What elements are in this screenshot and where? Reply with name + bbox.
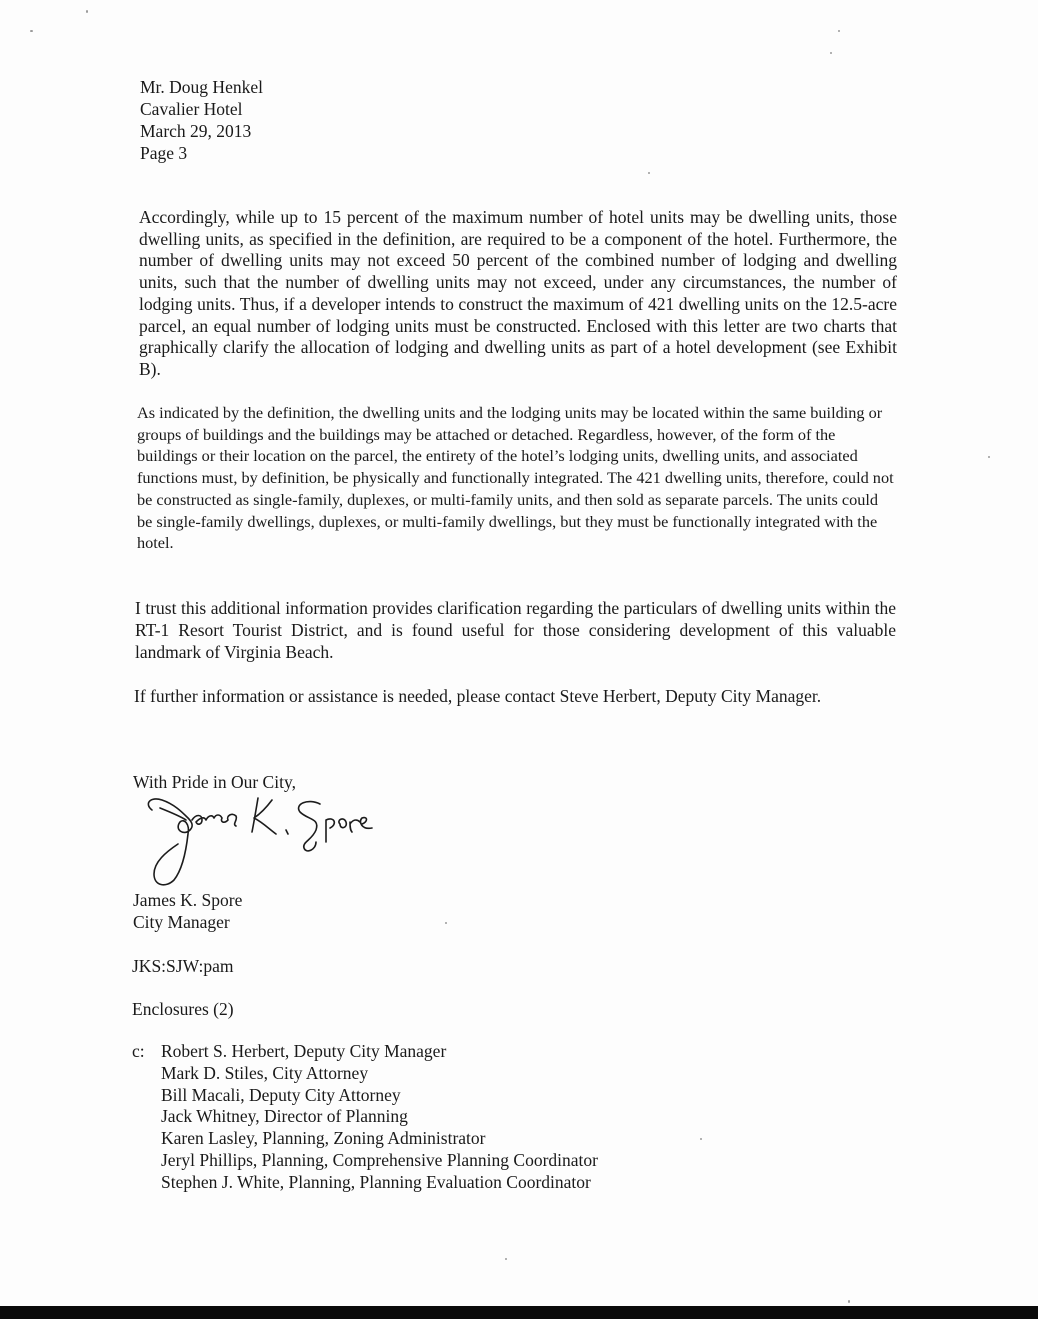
- bottom-scan-border: [0, 1306, 1038, 1319]
- paragraph-contact: If further information or assistance is needed, please contact Steve Herbert, Deputy City Manager.: [134, 686, 822, 706]
- scan-speck: [30, 30, 33, 32]
- cc-recipient: Karen Lasley, Planning, Zoning Administrator: [161, 1128, 486, 1149]
- cc-recipient: Stephen J. White, Planning, Planning Evaluation Coordinator: [161, 1171, 591, 1192]
- page-number: Page 3: [140, 143, 188, 163]
- scan-speck: [988, 456, 990, 458]
- cc-block: [132, 1041, 598, 1194]
- cc-label: c:: [132, 1041, 145, 1061]
- scan-speck: [445, 922, 447, 924]
- signer-block: [133, 889, 242, 933]
- paragraph-integration: As indicated by the definition, the dwelling units and the lodging units may be located within the same building or groups of buildings and the buildings may be attached or detached. Regardless, however, of the form of the buildings or their location on the parcel, the entirety of the hotel’s lodging units, dwelling units, and associated functions must, by definition, be physically and functionally integrated. The 421 dwelling units, therefore, could not be constructed as single-family, duplexes, or multi-family units, and then sold as separate parcels. The units could be single-family dwellings, duplexes, or multi-family dwellings, but they must be functionally integrated with the hotel.: [137, 403, 894, 553]
- closing-line: With Pride in Our City,: [133, 772, 296, 792]
- enclosures-note: Enclosures (2): [132, 999, 234, 1019]
- signer-name: James K. Spore: [133, 890, 243, 910]
- scan-speck: [505, 1258, 507, 1260]
- scan-speck: [86, 10, 88, 13]
- cc-recipient: Jeryl Phillips, Planning, Comprehensive Planning Coordinator: [161, 1149, 598, 1170]
- reference-initials: JKS:SJW:pam: [132, 956, 234, 976]
- cc-recipient: Mark D. Stiles, City Attorney: [161, 1062, 369, 1083]
- recipient-name: Mr. Doug Henkel: [140, 77, 263, 97]
- recipient-organization: Cavalier Hotel: [140, 99, 243, 119]
- scan-speck: [848, 1300, 850, 1303]
- letter-date: March 29, 2013: [140, 121, 252, 141]
- cc-recipient: Jack Whitney, Director of Planning: [161, 1106, 408, 1127]
- cc-list: [161, 1041, 598, 1194]
- cc-recipient: Bill Macali, Deputy City Attorney: [161, 1084, 401, 1105]
- scan-speck: [838, 30, 840, 32]
- scan-speck: [700, 1138, 702, 1140]
- signer-title: City Manager: [133, 912, 230, 932]
- scan-speck: [830, 52, 832, 54]
- scan-speck: [648, 172, 650, 174]
- letter-header: [140, 76, 263, 164]
- cc-recipient: Robert S. Herbert, Deputy City Manager: [161, 1041, 447, 1061]
- paragraph-dwelling-units-limit: Accordingly, while up to 15 percent of the maximum number of hotel units may be dwelling units, those dwelling units, as specified in the definition, are required to be a component of the hotel. Furthermore, the number of dwelling units may not exceed 50 percent of the combined number of lodging and dwelling units, such that the number of dwelling units may not exceed, under any circumstances, the number of lodging units. Thus, if a developer intends to construct the maximum of 421 dwelling units on the 12.5-acre parcel, an equal number of lodging units must be constructed. Enclosed with this letter are two charts that graphically clarify the allocation of lodging and dwelling units as part of a hotel development (see Exhibit B).: [139, 207, 897, 379]
- signature-icon: [140, 790, 380, 890]
- paragraph-clarification: I trust this additional information provides clarification regarding the particulars of dwelling units within the RT-1 Resort Tourist District, and is found useful for those considering development of this valuable landmark of Virginia Beach.: [135, 598, 896, 662]
